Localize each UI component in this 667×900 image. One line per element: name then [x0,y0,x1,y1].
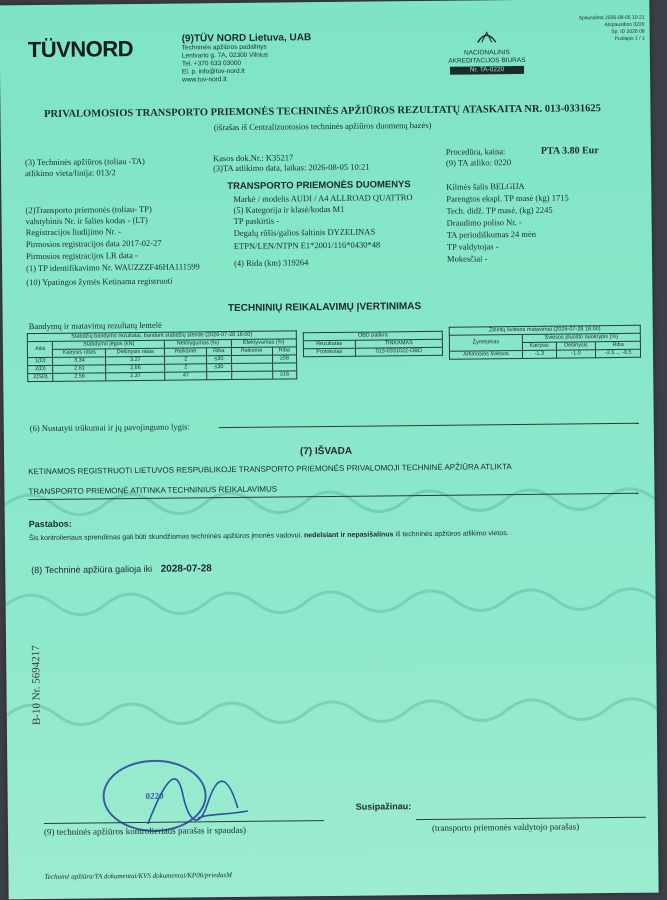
table-cell: 2.66 [106,364,165,373]
table-cell: 2.37 [106,372,165,381]
headlight-subcol: Riba [596,341,641,349]
table-cell [272,363,296,371]
brake-subcol: Riba [206,348,231,356]
corner-line: Atspausdino 0220 [604,21,645,29]
table-cell: 2(SD) [28,373,54,381]
table-cell: -1.3 [522,350,556,358]
company-line: Tel. +370 633 03000 [181,59,242,68]
table-cell: Rezultatas [303,340,355,349]
table-cell: 2.56 [53,373,106,382]
table-cell: 2 [165,364,207,372]
insurance-policy: Draudimo poliso Nr. - [446,216,522,228]
table-cell: 2(D) [28,365,54,373]
table-row [449,349,640,359]
brake-table [27,330,297,382]
table-cell: 3.27 [106,356,165,365]
odometer: (4) Rida (km) 319264 [233,257,309,268]
table-cell [231,371,272,379]
table-cell: 013-0331022-OBD [355,347,443,356]
notes-text-bold: nedelsiant ir nepasišalinus [303,531,394,540]
ta-datetime: (3)TA atlikimo data, laikas: 2026-08-05 10:21 [213,161,370,174]
brake-subcol: Dešinysis ratas [106,348,165,357]
table-cell: 47 [165,372,207,380]
footer-note: Techninė apžiūra/TA dokumentai/KVS dokumentai/KP06/priedasM [44,871,232,882]
stamp-number: 0220 [145,790,164,801]
table-cell: 1(D) [28,357,54,365]
table-cell: 3.34 [53,357,106,366]
notes-label: Pastabos: [28,518,72,530]
conclusion-heading: (7) IŠVADA [299,445,353,458]
curb-mass: Parengtos ekspl. TP masė (kg) 1715 [446,192,569,204]
notes-text-part: iš techninės apžiūros atlikimo vietos. [393,530,509,539]
tests-label: Bandymų ir matavimų rezultatų lentelė [28,319,162,332]
vehicle-data-heading: TRANSPORTO PRIEMONĖS DUOMENYS [227,179,411,193]
table-cell: TINKAMAS [355,339,443,348]
first-registration-lt: Pirmosios registracijos LR data - [25,249,138,262]
first-registration: Pirmosios registracijos data 2017-02-27 [25,237,162,250]
tp-owner-label: (2)Transporto priemonės (toliau- TP) [25,203,152,216]
procedure-price: PTA 3.80 Eur [540,145,599,157]
headlight-col: Šviesos pluošto nuokrypis (%) [522,333,640,342]
requirements-heading: TECHNINIŲ REIKALAVIMŲ ĮVERTINIMAS [227,301,422,315]
inspector-signature [137,763,258,834]
table-cell: Artimosios šviesos [449,350,522,359]
ta-place-label: (3) Techninės apžiūros (toliau -TA) [24,155,145,168]
company-name: (9)TÜV NORD Lietuva, UAB [181,32,312,45]
fuel-type: Degalų rūšis/galios šaltinis DYZELINAS [233,226,376,238]
brake-subcol: Reikšmė [231,347,272,355]
background-wave [5,579,655,626]
headlight-header: Žibintų šviesos matavimai (2026-07-28 16:00) [449,325,640,335]
headlight-col: Žymėjimas [449,334,522,351]
corner-line: Sp. ID 2026 08 [611,28,645,36]
holder-signature-label: (transporto priemonės valdytojo parašas) [431,821,580,833]
signature-line [416,817,646,820]
brake-col: Efektyvumas (%) [231,339,297,348]
table-cell: ≤30 [207,364,232,372]
max-mass: Tech. didž. TP masė, (kg) 2245 [446,204,553,216]
table-row [28,371,297,382]
headlight-table [449,325,641,360]
tp-country-code: valstybinis Nr. ir šalies kodas - (LT) [25,214,148,227]
brake-subcol: Reikšmė [165,348,207,356]
accreditation-label: NACIONALINIS [463,49,510,57]
table-cell: ≥16 [272,371,296,379]
tp-holder: TP valdytojas - [446,241,499,252]
table-cell: -1.0 [556,350,596,358]
background-wave [7,689,657,736]
special-marks: (10) Ypatingos žymės Ketinama registruoti [26,275,173,288]
registration-cert: Registracijos liudijimo Nr. - [25,226,122,238]
inspector-signature-label: (9) techninės apžiūros kontrolieriaus parašas ir spaudas) [43,824,246,838]
brake-subcol: Riba [272,347,296,355]
table-cell: 2 [165,356,207,364]
report-subtitle: (išrašas iš Centralizuotosios techninės apžiūros duomenų bazės) [213,119,432,133]
defects-label: (6) Nustatyti trūkumai ir jų pavojingumo lygis: [29,421,190,434]
company-block [182,32,312,84]
table-cell: ≤30 [207,356,232,364]
tuv-nord-logo: TÜVNORD [27,36,134,63]
accreditation-label: AKREDITACIJOS BIURAS [448,56,526,65]
headlight-subcol: Kairysis [522,342,556,350]
ta-periodicity: TA periodiškumas 24 mėn [446,228,537,240]
taxpayer: Mokesčiai - [446,253,488,264]
brake-col: Ašis [27,341,53,357]
brake-col: Netolygumas (%) [165,340,231,349]
divider [219,423,639,428]
tp-passport: TP paskirtis - [233,215,280,226]
table-cell: ≥58 [272,355,296,363]
conclusion-line: KETINAMOS REGISTRUOTI LIETUVOS RESPUBLIKOJE TRANSPORTO PRIEMONĖS PRIVALOMOJI TECHNINĖ APŽIŪRA ATLIKTA [28,462,512,477]
notes-text [29,530,509,542]
corner-line: Spausdinta 2026-08-05 10:21 [578,14,645,22]
report-title: PRIVALOMOSIOS TRANSPORTO PRIEMONĖS TECHNINĖS APŽIŪROS REZULTATŲ ATASKAITA NR. 013-0331625 [44,103,601,120]
ta-place-value: atlikimo vieta/linija: 013/2 [25,167,116,179]
category: (5) Kategorija ir klasė/kodas M1 [233,203,345,215]
brake-subcol: Kairysis ratas [53,349,106,358]
make-model: Markė / modelis AUDI / A4 ALLROAD QUATTRO [233,192,413,204]
notes-text-part: Šis kontrolieriaus sprendimas gali būti skundžiamas techninės apžiūros įmonės vadovui, [28,532,305,543]
acknowledged-label: Susipažinau: [355,801,412,812]
obd-table [303,331,443,357]
conclusion-line: TRANSPORTO PRIEMONĖ ATITINKA TECHNINIUS REIKALAVIMUS [28,484,278,497]
vin: (1) TP identifikavimo Nr. WAUZZZF46HA111599 [26,261,200,274]
valid-until [31,563,212,576]
origin-country: Kilmės šalis BELGIJA [446,180,525,192]
accreditation-block [432,26,542,75]
serial-number: B-10 Nr. 5694217 [30,645,43,726]
valid-until-label: (8) Techninė apžiūra galioja iki [31,563,153,576]
corner-info [564,15,644,44]
valid-until-date: 2028-07-28 [160,563,212,575]
table-row [303,347,442,356]
table-cell: 2.61 [53,365,106,374]
receipt-number: Kasos dok.Nr.: K35217 [212,152,294,164]
company-line: Lentvario g. 7A, 02300 Vilnius [181,51,269,60]
headlight-subcol: Dešinysis [556,342,596,350]
corner-line: Puslapis 1 / 1 [614,35,645,42]
table-cell: Protokolas [303,348,355,357]
company-line: www.tuv-nord.lt [182,76,227,84]
brake-col: Stabdymo jėgos (kN) [53,340,165,349]
ta-operator: (9) TA atliko: 0220 [445,157,512,168]
table-cell [207,372,232,380]
obd-header: OBD patikra [303,331,442,340]
accreditation-number: Nr. TA-0220 [450,66,524,75]
accreditation-icon [476,26,498,44]
procedure-price-label: Procedūra, kaina: [445,146,506,157]
etpn: ETPN/LEN/NTPN E1*2001/116*0430*48 [233,239,381,251]
table-cell: -2.5 ... -0.5 [596,349,641,357]
company-line: Techninės apžiūros padalinys [181,43,267,52]
company-line: El. p. info@tuv-nord.lt [182,67,245,76]
brake-table-header: Stabdžių bandymo rezultatai, bandant stabdžių stende (2026-07-28 16:00) [27,331,296,342]
